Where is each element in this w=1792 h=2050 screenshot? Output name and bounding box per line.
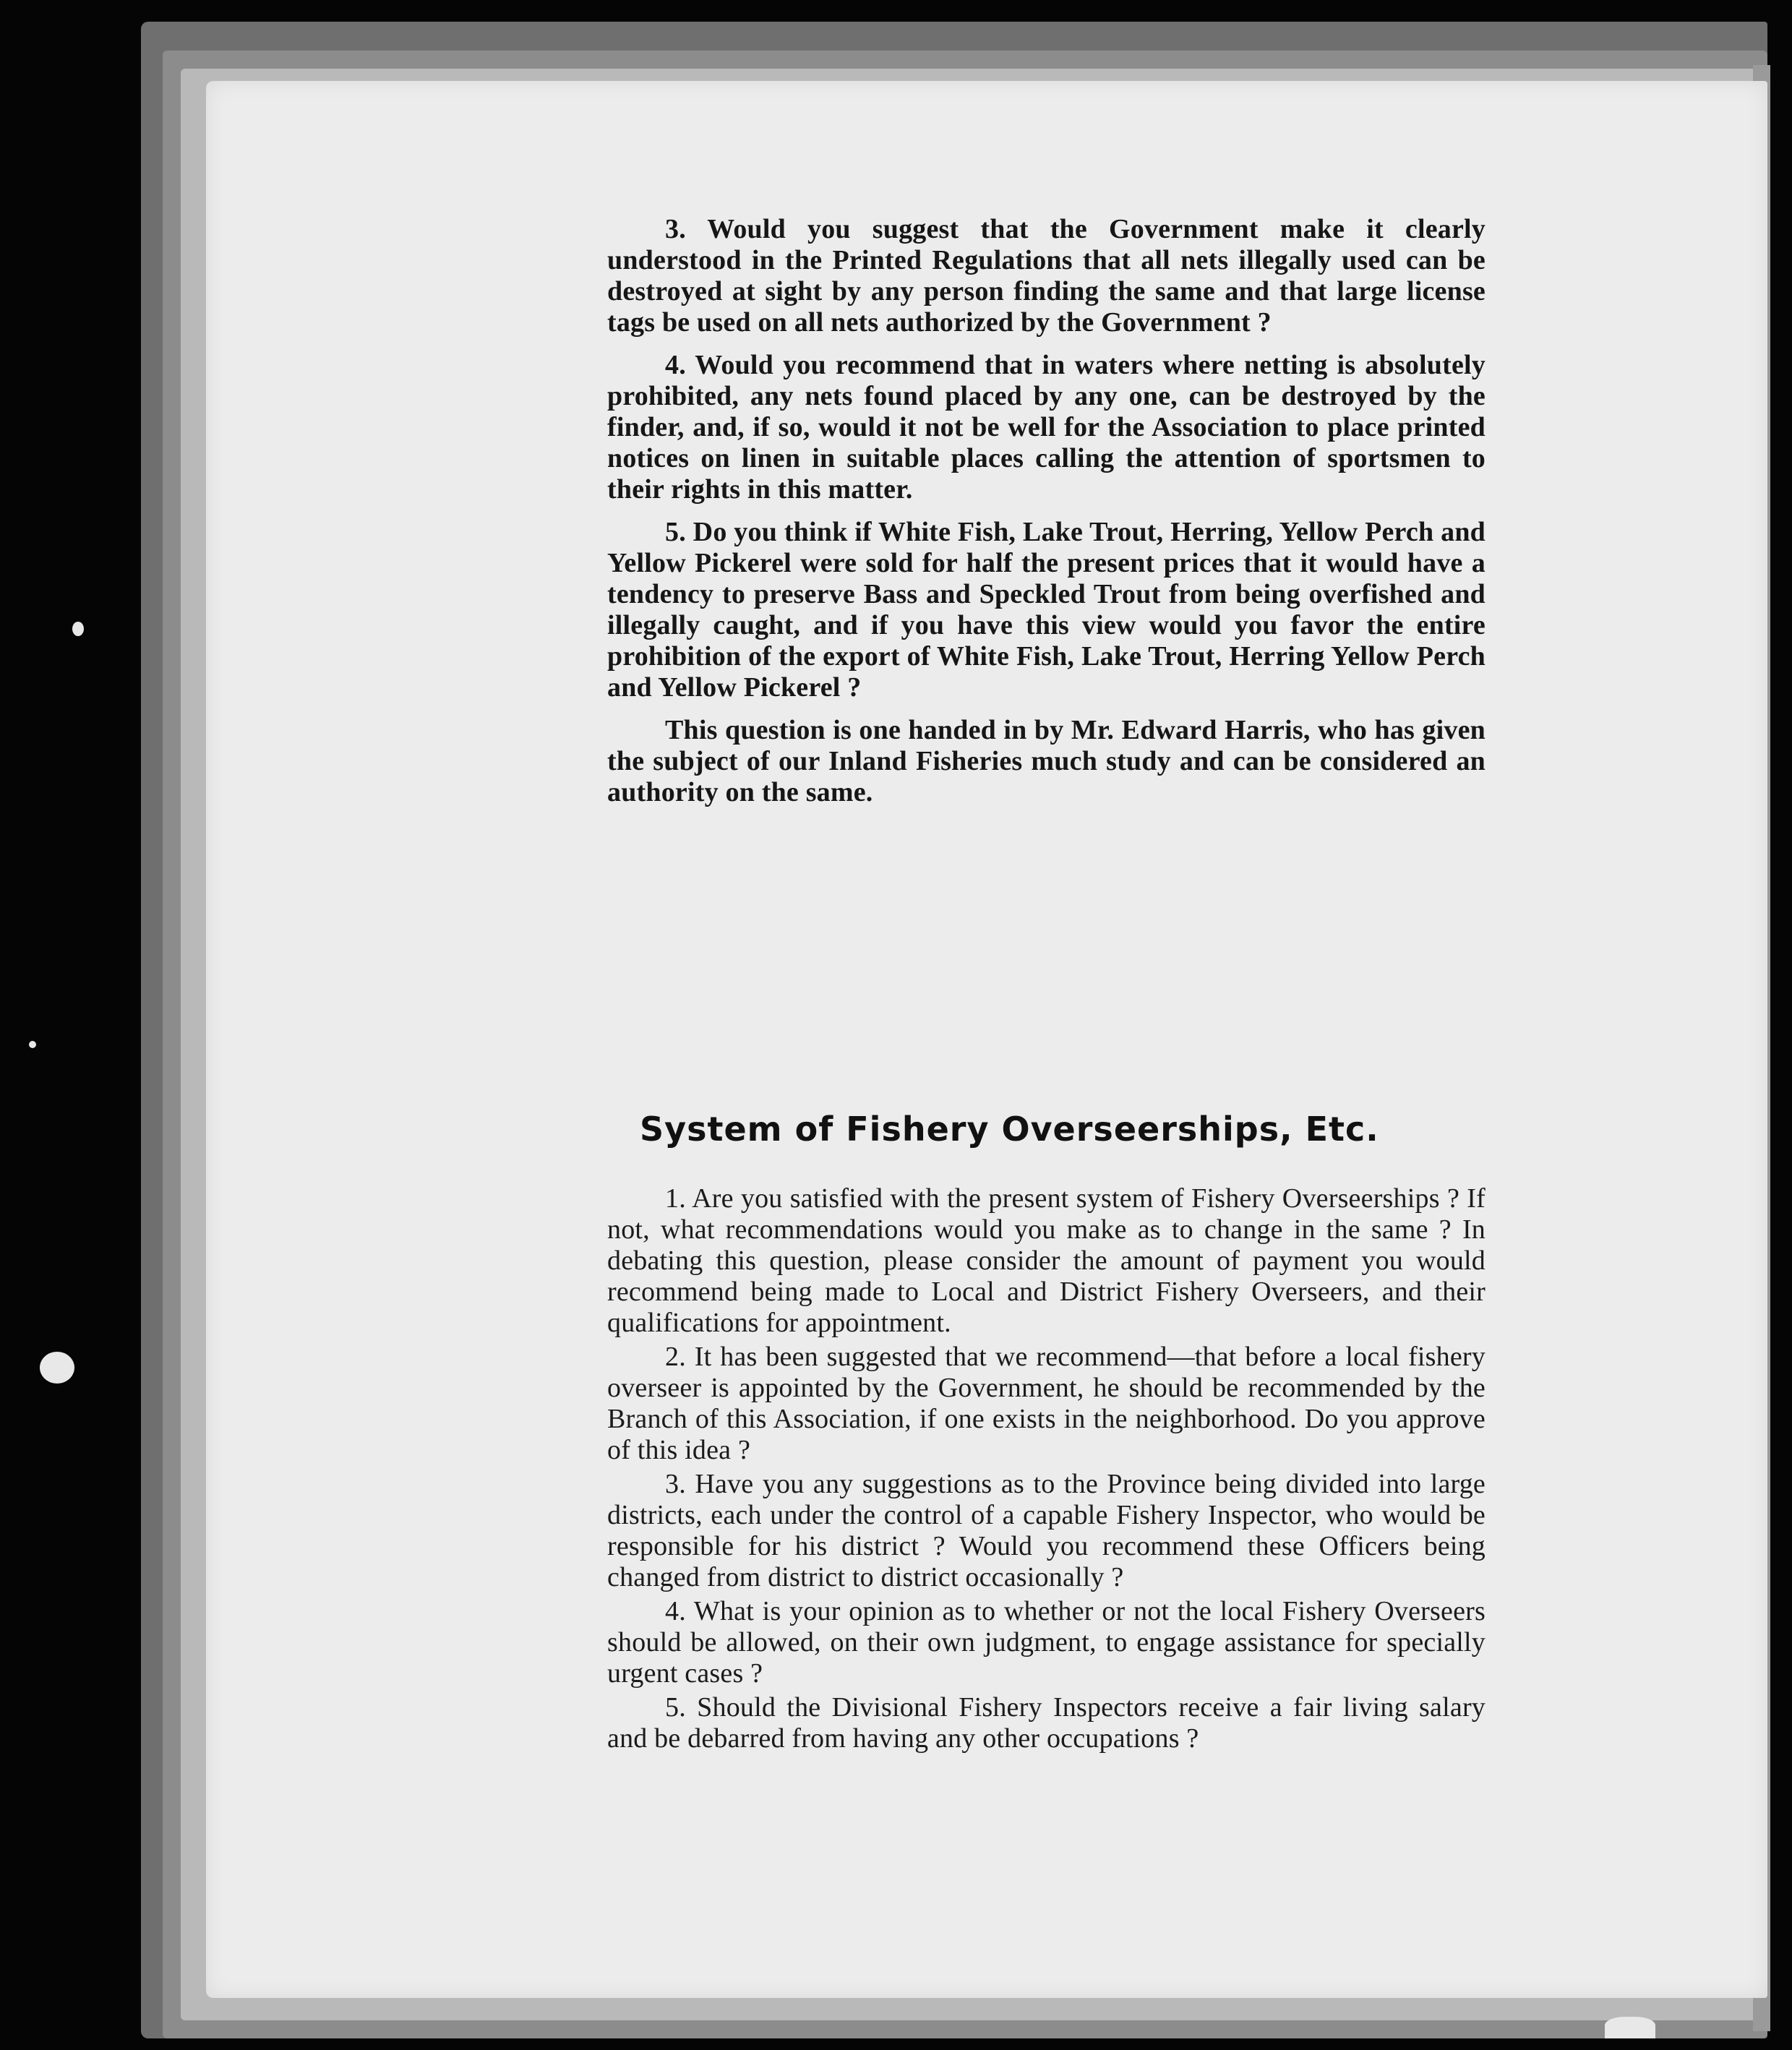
paragraph: 3. Would you suggest that the Government make it clearly understood in the Printed Regulations that all nets illegally used can be destroyed at sight by any person finding the same and that large license tags be used on all nets authorized by the Government ? [607, 214, 1486, 338]
paragraph: 1. Are you satisfied with the present system of Fishery Overseerships ? If not, what recommendations would you make as to change in the same ? In debating this question, please consider the amount of payment you would recommend being made to Local and District Fishery Overseers, and their qualifications for appointment. [607, 1183, 1486, 1338]
section-2-text [607, 1183, 1486, 1757]
paragraph: 3. Have you any suggestions as to the Province being divided into large districts, each under the control of a capable Fishery Inspector, who would be responsible for his district ? Would you recommend these Officers being changed from district to district occasionally ? [607, 1469, 1486, 1592]
paragraph: 4. Would you recommend that in waters where netting is absolutely prohibited, any nets found placed by any one, can be destroyed by the finder, and, if so, would it not be well for the Association to place printed notices on linen in suitable places calling the attention of sportsmen to their rights in this matter. [607, 350, 1486, 505]
scan-speck [72, 622, 84, 636]
paragraph: 4. What is your opinion as to whether or not the local Fishery Overseers should be allowed, on their own judgment, to engage assistance for specially urgent cases ? [607, 1596, 1486, 1689]
paragraph: 2. It has been suggested that we recommend—that before a local fishery overseer is appointed by the Government, he should be recommended by the Branch of this Association, if one exists in the neighborhood. Do you approve of this idea ? [607, 1342, 1486, 1465]
section-heading: System of Fishery Overseerships, Etc. [640, 1110, 1379, 1149]
paragraph: 5. Should the Divisional Fishery Inspectors receive a fair living salary and be debarred from having any other occupations ? [607, 1692, 1486, 1754]
scan-speck [1605, 2017, 1655, 2038]
section-1-text [607, 214, 1486, 820]
paragraph: 5. Do you think if White Fish, Lake Trout, Herring, Yellow Perch and Yellow Pickerel were sold for half the present prices that it would have a tendency to preserve Bass and Speckled Trout from being overfished and illegally caught, and if you have this view would you favor the entire prohibition of the export of White Fish, Lake Trout, Herring Yellow Perch and Yellow Pickerel ? [607, 517, 1486, 703]
paragraph: This question is one handed in by Mr. Edward Harris, who has given the subject of our Inland Fisheries much study and can be considered an authority on the same. [607, 715, 1486, 807]
scan-speck [40, 1352, 74, 1384]
scan-speck [29, 1041, 36, 1048]
